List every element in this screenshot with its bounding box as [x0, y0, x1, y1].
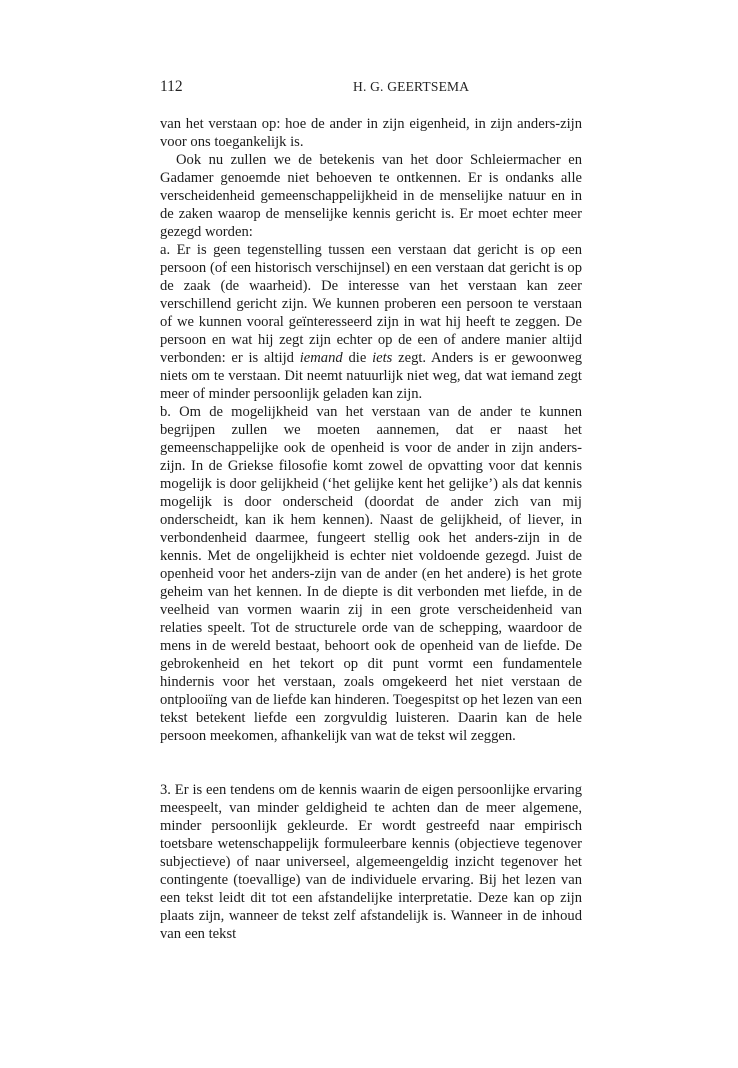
section-gap: [160, 745, 582, 781]
paragraph-a-text-3: zegt. Anders is er gewoonweg niets om te verstaan. Dit neemt natuurlijk niet weg, dat wat iemand zegt meer of minder persoonlijk geladen kan zijn.: [160, 350, 583, 402]
paragraph-a-text-2: die: [348, 350, 367, 366]
page-header: [160, 78, 580, 98]
paragraph-b: b. Om de mogelijkheid van het verstaan van de ander te kunnen begrijpen zullen we moeten aannemen, dat er naast het gemeenschappelijke ook de openheid is voor de ander in zijn anders-zijn. In de Griekse filosofie komt zowel de opvatting voor dat kennis mogelijk is door gelijkheid (‘het gelijke kent het gelijke’) als dat kennis mogelijk is door onderscheid (doordat de ander zich van mij onderscheidt, kan ik hem kennen). Naast de gelijkheid, of liever, in verbondenheid daarmee, fungeert stellig ook het anders-zijn in de kennis. Met de ongelijkheid is echter niet voldoende gezegd. Juist de openheid voor het anders-zijn van de ander (en het andere) is het grote geheim van het kennen. In de diepte is dit verbonden met liefde, in de veelheid van vormen waarin zij in een grote verscheidenheid van relaties speelt. Tot de structurele orde van de schepping, waardoor de mens in de wereld bestaat, behoort ook de openheid van de liefde. De gebrokenheid en het tekort op dit punt vormt een fundamentele hindernis voor het verstaan, zoals omgekeerd het niet verstaan de ontplooiïng van de liefde kan hinderen. Toegespitst op het lezen van een tekst betekent liefde een zorgvuldig luisteren. Daarin kan de hele persoon meekomen, afhankelijk van wat de tekst wil zeggen.: [160, 404, 582, 744]
paragraph-a: [160, 241, 582, 403]
paragraph-a-text-1: a. Er is geen tegenstelling tussen een verstaan dat gericht is op een persoon (of een historisch verschijnsel) en een verstaan dat gericht is op de zaak (de waarheid). De interesse van het verstaan kan zeer verschillend gericht zijn. We kunnen proberen een persoon te verstaan of we kunnen vooral geïnteresseerd zijn in wat hij heeft te zeggen. De persoon en wat hij zegt zijn echter op de een of andere manier altijd verbonden: er is altijd: [160, 242, 582, 366]
paragraph-1: van het verstaan op: hoe de ander in zijn eigenheid, in zijn anders-zijn voor ons toegankelijk is.: [160, 116, 582, 150]
emphasis-iemand: iemand: [299, 350, 343, 366]
emphasis-iets: iets: [372, 350, 393, 366]
page-number: 112: [160, 78, 183, 95]
paragraph-2: Ook nu zullen we de betekenis van het door Schleiermacher en Gadamer genoemde niet behoeven te ontkennen. Er is ondanks alle verscheidenheid gemeenschappelijkheid in de menselijke natuur en in de zaken waarop de menselijke kennis gericht is. Er moet echter meer gezegd worden:: [160, 152, 582, 240]
running-head: H. G. GEERTSEMA: [353, 79, 470, 94]
body-text: [160, 115, 582, 943]
paragraph-3: 3. Er is een tendens om de kennis waarin de eigen persoonlijke ervaring meespeelt, van minder geldigheid te achten dan de meer algemene, minder persoonlijk gekleurde. Er wordt gestreefd naar empirisch toetsbare wetenschappelijk formuleerbare kennis (objectieve tegenover subjectieve) of naar universeel, algemeengeldig inzicht tegenover het contingente (toevallige) van de individuele ervaring. Bij het lezen van een tekst leidt dit tot een afstandelijke interpretatie. Deze kan op zijn plaats zijn, wanneer de tekst zelf afstandelijk is. Wanneer in de inhoud van een tekst: [160, 782, 582, 942]
